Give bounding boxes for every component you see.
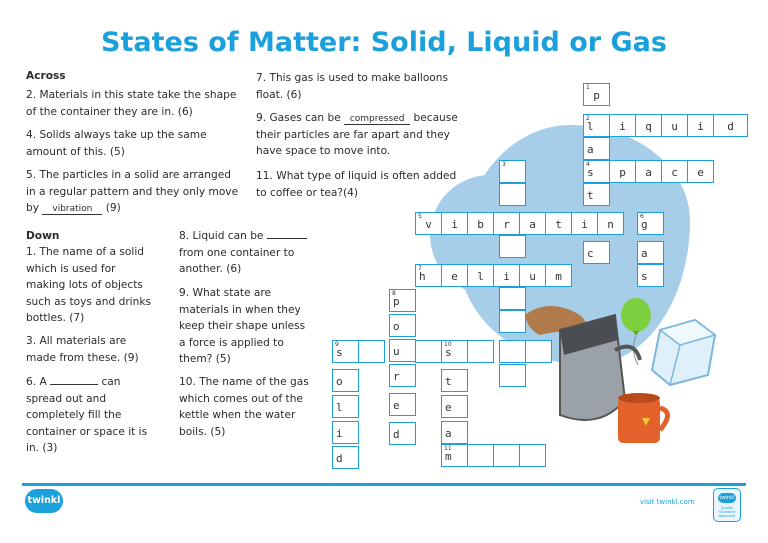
site-link[interactable]: visit twinkl.com xyxy=(640,498,695,506)
crossword-cell[interactable] xyxy=(499,160,526,183)
down-heading: Down xyxy=(26,230,60,242)
across-clue-2: 2. Materials in this state take the shape of the container they are in. (6) xyxy=(26,89,237,118)
cell-letter: r xyxy=(503,218,510,231)
crossword-cell[interactable] xyxy=(499,310,526,333)
crossword-cell[interactable] xyxy=(441,444,468,467)
crossword-cell[interactable] xyxy=(713,114,748,137)
crossword-cell[interactable] xyxy=(493,444,520,467)
vibration-blank: vibration xyxy=(42,204,102,215)
footer-divider xyxy=(22,483,746,486)
cell-letter: o xyxy=(393,320,400,333)
cell-letter: q xyxy=(645,120,652,133)
cell-letter: s xyxy=(336,346,343,359)
down-clue-9: 9. What state are materials in when they keep their shape unless a force is applied to them? (5) xyxy=(179,287,306,365)
crossword-cell[interactable] xyxy=(519,264,546,287)
clue-number: 1 xyxy=(586,84,590,91)
cell-letter: u xyxy=(393,345,400,358)
cell-letter: u xyxy=(529,270,536,283)
cell-letter: a xyxy=(641,247,648,260)
cell-letter: b xyxy=(477,218,484,231)
quality-badge xyxy=(713,488,741,522)
cell-letter: s xyxy=(641,270,648,283)
cell-letter: p xyxy=(393,295,400,308)
crossword-cell[interactable] xyxy=(661,160,688,183)
crossword-cell[interactable] xyxy=(583,114,610,137)
crossword-cell[interactable] xyxy=(493,212,520,235)
crossword-cell[interactable] xyxy=(637,241,664,264)
crossword-cell[interactable] xyxy=(545,264,572,287)
cell-letter: e xyxy=(451,270,458,283)
across-clue-7: 7. This gas is used to make balloons float. (6) xyxy=(256,72,449,101)
crossword-cell[interactable] xyxy=(609,160,636,183)
crossword-cell[interactable] xyxy=(332,395,359,418)
clue-number: 2 xyxy=(586,115,590,122)
crossword-cell[interactable] xyxy=(519,212,546,235)
clue-number: 4 xyxy=(586,161,590,168)
crossword-cell[interactable] xyxy=(499,235,526,258)
crossword-cell[interactable] xyxy=(467,212,494,235)
cell-letter: i xyxy=(503,270,510,283)
crossword-cell[interactable] xyxy=(389,393,416,416)
crossword-cell[interactable] xyxy=(637,264,664,287)
crossword-cell[interactable] xyxy=(441,212,468,235)
clue-number: 8 xyxy=(392,290,396,297)
crossword-cell[interactable] xyxy=(583,183,610,206)
across-clue-4: 4. Solids always take up the same amount of this. (5) xyxy=(26,129,207,158)
crossword-cell[interactable] xyxy=(499,287,526,310)
crossword-cell[interactable] xyxy=(519,444,546,467)
across-clue-5 xyxy=(26,167,241,217)
across-clue-11: 11. What type of liquid is often added to coffee or tea?(4) xyxy=(256,170,457,199)
cell-letter: s xyxy=(445,346,452,359)
cell-letter: t xyxy=(445,375,452,388)
crossword-cell[interactable] xyxy=(332,369,359,392)
crossword-cell[interactable] xyxy=(358,340,385,363)
clue-number: 7 xyxy=(418,265,422,272)
crossword-cell[interactable] xyxy=(332,446,359,469)
badge-logo: twinkl xyxy=(719,495,735,501)
clue-number: 10 xyxy=(444,341,452,348)
cell-letter: d xyxy=(727,120,734,133)
cell-letter: v xyxy=(425,218,432,231)
cell-letter: m xyxy=(555,270,562,283)
cell-letter: e xyxy=(393,399,400,412)
gas-blank xyxy=(50,384,98,385)
cell-letter: g xyxy=(641,218,648,231)
twinkl-logo[interactable]: twinkl xyxy=(25,489,63,513)
crossword-cell[interactable] xyxy=(637,212,664,235)
cell-letter: e xyxy=(445,401,452,414)
across-clue-5-text: 5. The particles in a solid are arranged in a regular pattern and they only move by xyxy=(26,169,239,214)
crossword-cell[interactable] xyxy=(415,340,442,363)
crossword-cell[interactable] xyxy=(635,114,662,137)
crossword-cell[interactable] xyxy=(467,340,494,363)
across-clue-9-rest: because their particles are far apart and they have space to move into. xyxy=(256,112,458,157)
crossword-cell[interactable] xyxy=(583,137,610,160)
crossword-cell[interactable] xyxy=(635,160,662,183)
cell-letter: t xyxy=(555,218,562,231)
crossword-cell[interactable] xyxy=(441,264,468,287)
crossword-cell[interactable] xyxy=(583,83,610,106)
crossword-cell[interactable] xyxy=(499,183,526,206)
down-clue-6-rest: can spread out and completely fill the container or space it is in. (3) xyxy=(26,376,148,454)
crossword-cell[interactable] xyxy=(441,395,468,418)
crossword-cell[interactable] xyxy=(415,264,442,287)
poured-blank xyxy=(267,238,307,239)
crossword-cell[interactable] xyxy=(499,364,526,387)
mug-icon xyxy=(618,393,668,443)
crossword-cell[interactable] xyxy=(571,212,598,235)
crossword-cell[interactable] xyxy=(441,369,468,392)
cell-letter: i xyxy=(581,218,588,231)
cell-letter: l xyxy=(336,401,343,414)
down-clue-6 xyxy=(26,374,156,457)
crossword-cell[interactable] xyxy=(583,160,610,183)
illustration-group xyxy=(520,290,768,450)
crossword-cell[interactable] xyxy=(583,241,610,264)
down-clue-8-rest: from one container to another. (6) xyxy=(179,246,295,275)
crossword-cell[interactable] xyxy=(597,212,624,235)
down-clue-8-text: 8. Liquid can be xyxy=(179,230,264,242)
across-clue-5-count: (9) xyxy=(105,202,121,214)
down-clue-3: 3. All materials are made from these. (9) xyxy=(26,335,139,364)
ice-cube-icon xyxy=(652,320,715,385)
cell-letter: u xyxy=(671,120,678,133)
cell-letter: t xyxy=(587,189,594,202)
cell-letter: a xyxy=(529,218,536,231)
cell-letter: l xyxy=(587,120,594,133)
crossword-cell[interactable] xyxy=(441,340,468,363)
cell-letter: c xyxy=(587,247,594,260)
crossword-cell[interactable] xyxy=(687,160,714,183)
crossword-cell[interactable] xyxy=(332,421,359,444)
crossword-cell[interactable] xyxy=(499,340,526,363)
across-heading: Across xyxy=(26,70,66,82)
page-title: States of Matter: Solid, Liquid or Gas xyxy=(101,27,667,58)
cell-letter: l xyxy=(477,270,484,283)
clue-number: 9 xyxy=(335,341,339,348)
down-clue-8 xyxy=(179,228,314,278)
crossword-cell[interactable] xyxy=(493,264,520,287)
across-clue-9-text: 9. Gases can be xyxy=(256,112,341,124)
cell-letter: d xyxy=(393,428,400,441)
crossword-cell[interactable] xyxy=(467,264,494,287)
cell-letter: o xyxy=(336,375,343,388)
cell-letter: m xyxy=(445,450,452,463)
clue-number: 6 xyxy=(640,213,644,220)
crossword-cell[interactable] xyxy=(389,314,416,337)
cell-letter: i xyxy=(451,218,458,231)
crossword-cell[interactable] xyxy=(332,340,359,363)
crossword-cell[interactable] xyxy=(389,364,416,387)
cell-letter: r xyxy=(393,370,400,383)
cell-letter: a xyxy=(587,143,594,156)
crossword-cell[interactable] xyxy=(389,339,416,362)
clue-number: 11 xyxy=(444,445,452,452)
cell-letter: h xyxy=(419,270,426,283)
balloon-icon xyxy=(621,298,651,365)
clue-number: 5 xyxy=(418,213,422,220)
cell-letter: p xyxy=(619,166,626,179)
crossword-cell[interactable] xyxy=(389,289,416,312)
crossword-cell[interactable] xyxy=(687,114,714,137)
down-clue-6-text: 6. A xyxy=(26,376,47,388)
cell-letter: c xyxy=(671,166,678,179)
cell-letter: i xyxy=(697,120,704,133)
cell-letter: p xyxy=(593,89,600,102)
crossword-cell[interactable] xyxy=(661,114,688,137)
clue-number: 3 xyxy=(502,161,506,168)
crossword-cell[interactable] xyxy=(609,114,636,137)
down-clue-10: 10. The name of the gas which comes out of the kettle when the water boils. (5) xyxy=(179,376,309,438)
crossword-cell[interactable] xyxy=(467,444,494,467)
crossword-cell[interactable] xyxy=(525,340,552,363)
crossword-cell[interactable] xyxy=(389,422,416,445)
across-clue-9 xyxy=(256,110,461,160)
cell-letter: d xyxy=(336,452,343,465)
compressed-blank: compressed xyxy=(344,114,410,125)
cell-letter: i xyxy=(619,120,626,133)
cell-letter: e xyxy=(697,166,704,179)
crossword-cell[interactable] xyxy=(545,212,572,235)
crossword-cell[interactable] xyxy=(441,421,468,444)
cell-letter: a xyxy=(445,427,452,440)
cell-letter: i xyxy=(336,427,343,440)
badge-text: Quality Standard Approved xyxy=(718,506,736,518)
down-clue-1: 1. The name of a solid which is used for making lots of objects such as toys and drinks bottles. (7) xyxy=(26,246,151,324)
crossword-cell[interactable] xyxy=(415,212,442,235)
cell-letter: a xyxy=(645,166,652,179)
cell-letter: s xyxy=(587,166,594,179)
cell-letter: n xyxy=(607,218,614,231)
